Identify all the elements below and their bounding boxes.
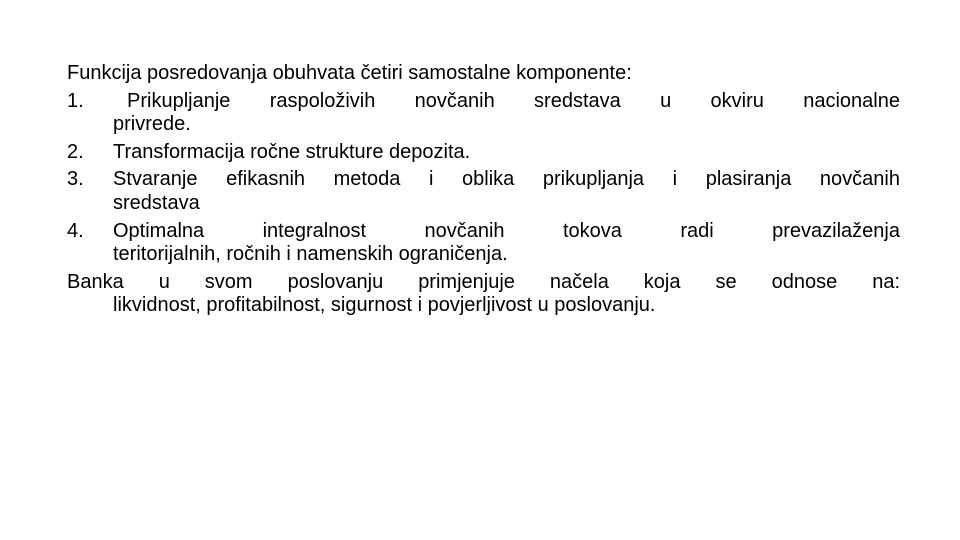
list-item-text: Prikupljanje raspoloživih novčanih sredstava u okviru nacionalne <box>127 89 900 112</box>
list-number: 3. <box>67 168 84 191</box>
closing-text-continued: likvidnost, profitabilnost, sigurnost i povjerljivost u poslovanju. <box>113 294 656 317</box>
slide-body <box>67 62 900 318</box>
list-item-text-continued: sredstava <box>113 191 200 214</box>
list-number: 4. <box>67 219 84 242</box>
list-item-1 <box>67 90 900 137</box>
list-number: 1. <box>67 89 84 112</box>
list-item-2 <box>67 141 900 165</box>
list-item-text-continued: teritorijalnih, ročnih i namenskih ograničenja. <box>113 243 508 266</box>
list-item-4 <box>67 220 900 267</box>
list-number: 2. <box>67 140 84 163</box>
intro-paragraph <box>67 62 900 86</box>
closing-paragraph <box>67 271 900 318</box>
list-item-text-continued: privrede. <box>113 113 191 136</box>
list-item-text: Stvaranje efikasnih metoda i oblika prikupljanja i plasiranja novčanih <box>113 168 900 191</box>
list-item-text: Optimalna integralnost novčanih tokova radi prevazilaženja <box>113 219 900 242</box>
list-item-3 <box>67 168 900 215</box>
list-item-text: Transformacija ročne strukture depozita. <box>113 140 471 163</box>
closing-text: Banka u svom poslovanju primjenjuje načela koja se odnose na: <box>67 270 900 293</box>
intro-text: Funkcija posredovanja obuhvata četiri samostalne komponente: <box>67 62 632 84</box>
